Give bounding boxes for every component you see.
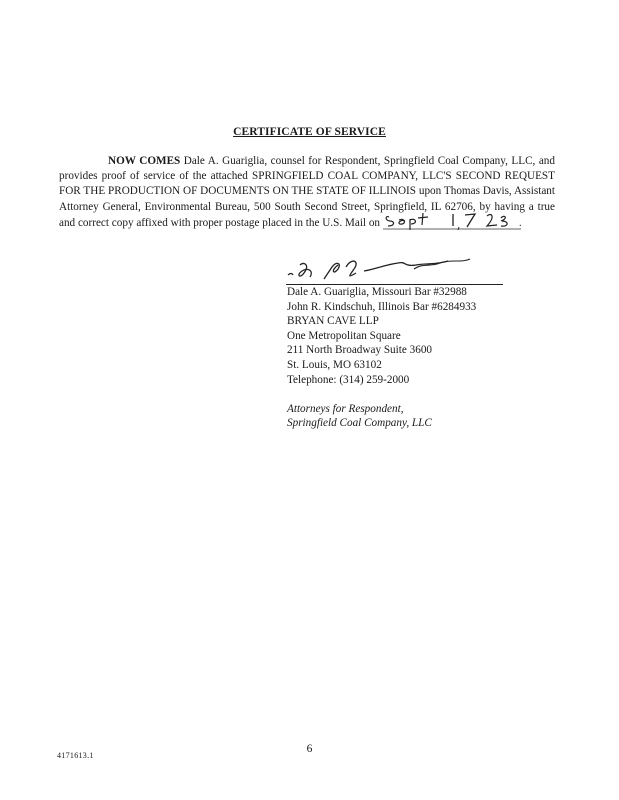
- signature-scribble: [280, 251, 508, 285]
- lead-in-text: NOW COMES: [108, 155, 181, 167]
- signature-block: [287, 285, 476, 431]
- certificate-text: Dale A. Guariglia, counsel for Respondent, Springfield Coal Company, LLC, and provides proof of service of the attached SPRINGFIELD COAL COMPANY, LLC'S SECOND REQUEST FOR THE PRODUCTION OF DOCUMENTS ON THE STATE OF ILLINOIS upon Thomas Davis, Assistant Attorney General, Environmental Bureau, 500 South Second Street, Springfield, IL 62706, by having a true and correct copy affixed with proper postage placed in the U.S. Mail on: [59, 155, 555, 229]
- attorneys-for-line-1: Attorneys for Respondent,: [287, 402, 404, 415]
- document-title: CERTIFICATE OF SERVICE: [233, 126, 386, 138]
- page-number: 6: [306, 743, 313, 755]
- document-footer-id: 4171613.1: [57, 751, 94, 760]
- attorneys-for-line-2: Springfield Coal Company, LLC: [287, 417, 432, 430]
- telephone: Telephone: (314) 259-2000: [287, 373, 410, 386]
- spacer: [287, 387, 476, 402]
- handwritten-date: [383, 215, 519, 229]
- signer-name-bar: Dale A. Guariglia, Missouri Bar #32988: [287, 286, 467, 298]
- firm-name: BRYAN CAVE LLP: [287, 315, 379, 328]
- handwritten-date-scribble: [383, 209, 523, 231]
- address-city-state-zip: St. Louis, MO 63102: [287, 358, 382, 371]
- certificate-closing: .: [518, 216, 522, 229]
- co-counsel-name-bar: John R. Kindschuh, Illinois Bar #6284933: [287, 300, 477, 313]
- address-line-2: 211 North Broadway Suite 3600: [287, 344, 433, 357]
- certificate-body: [59, 154, 555, 231]
- address-line-1: One Metropolitan Square: [287, 329, 401, 342]
